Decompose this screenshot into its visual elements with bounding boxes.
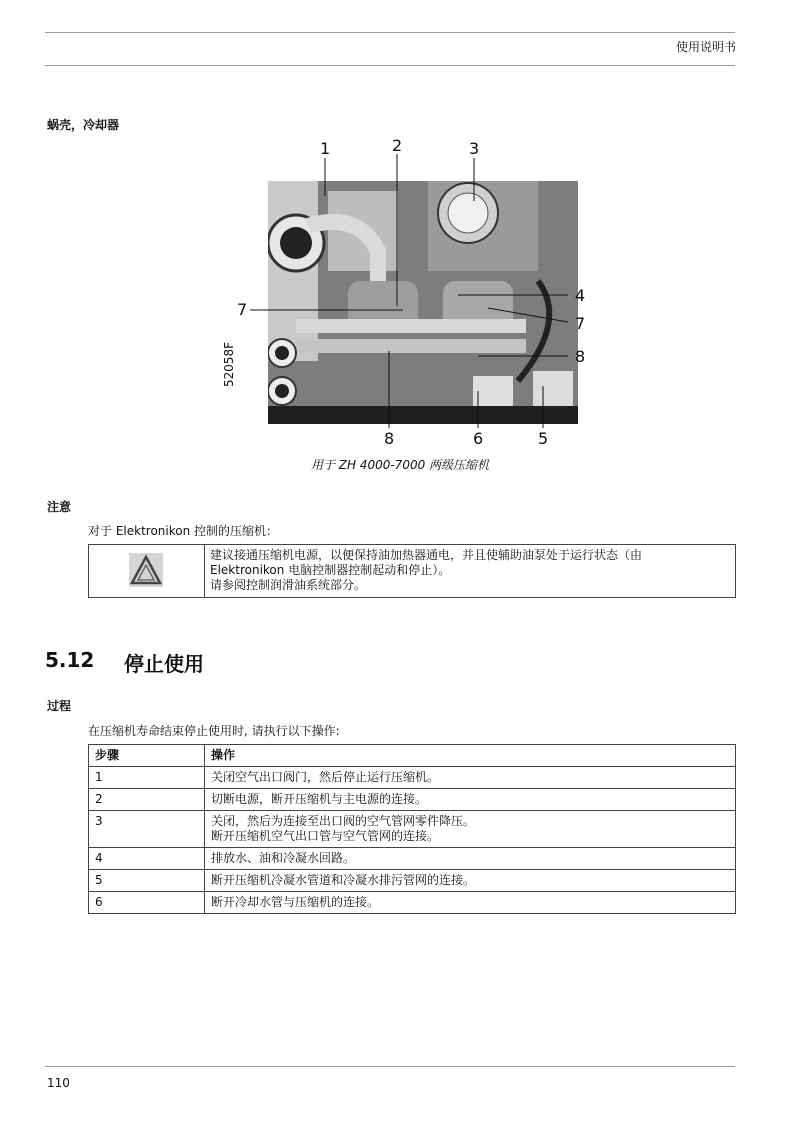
header-top-rule	[45, 32, 735, 33]
note-line-2: Elektronikon 电脑控制器控制起动和停止）。	[210, 563, 451, 577]
step-action	[205, 870, 736, 892]
step-number: 3	[89, 811, 205, 848]
step-number: 5	[89, 870, 205, 892]
table-header-step: 步骤	[89, 745, 205, 767]
procedure-intro: 在压缩机寿命结束停止使用时, 请执行以下操作:	[88, 724, 340, 738]
table-row	[89, 870, 736, 892]
step-number: 4	[89, 848, 205, 870]
step-action-line: 关闭空气出口阀门，然后停止运行压缩机。	[211, 770, 440, 784]
note-icon-cell	[89, 545, 205, 597]
step-action-line: 排放水、油和冷凝水回路。	[211, 851, 356, 865]
table-row	[89, 811, 736, 848]
note-line-3: 请参阅控制润滑油系统部分。	[210, 578, 367, 592]
step-action	[205, 789, 736, 811]
step-number: 1	[89, 767, 205, 789]
note-line-1: 建议接通压缩机电源，以便保持油加热器通电，并且使辅助油泵处于运行状态（由	[210, 548, 643, 562]
warning-triangle-icon	[129, 553, 163, 587]
figure-caption: 用于 ZH 4000-7000 两级压缩机	[310, 458, 490, 472]
callout-7-right: 7	[575, 314, 586, 333]
step-action-line: 关闭，然后为连接至出口阀的空气管网零件降压。	[211, 814, 476, 828]
footer-rule	[45, 1066, 735, 1067]
step-action-line: 断开压缩机空气出口管与空气管网的连接。	[211, 829, 440, 843]
procedure-label: 过程	[47, 699, 72, 713]
table-row	[89, 789, 736, 811]
table-row	[89, 892, 736, 914]
header-title: 使用说明书	[675, 40, 736, 54]
step-action	[205, 811, 736, 848]
table-header-row	[89, 745, 736, 767]
procedure-table	[88, 744, 736, 914]
header-bottom-rule	[45, 65, 735, 66]
page-number: 110	[47, 1076, 70, 1090]
table-row	[89, 848, 736, 870]
table-header-action: 操作	[205, 745, 736, 767]
step-action-line: 切断电源，断开压缩机与主电源的连接。	[211, 792, 428, 806]
step-number: 2	[89, 789, 205, 811]
table-row	[89, 767, 736, 789]
step-action	[205, 767, 736, 789]
step-action-line: 断开压缩机冷凝水管道和冷凝水排污管网的连接。	[211, 873, 476, 887]
callout-6: 6	[473, 429, 484, 448]
callout-4: 4	[575, 286, 586, 305]
note-text	[210, 548, 642, 593]
callout-1: 1	[320, 139, 331, 158]
section-label-cooler: 蜗壳，冷却器	[47, 118, 120, 132]
note-label: 注意	[47, 500, 72, 514]
section-title: 停止使用	[124, 652, 204, 676]
note-intro: 对于 Elektronikon 控制的压缩机：	[88, 524, 279, 538]
callout-7-left: 7	[237, 300, 248, 319]
section-number: 5.12	[45, 648, 95, 672]
callout-8-bottom: 8	[384, 429, 395, 448]
callout-5: 5	[538, 429, 549, 448]
note-box	[88, 544, 736, 598]
callout-lines	[228, 136, 588, 456]
callout-8-right: 8	[575, 347, 586, 366]
image-code: 52058F	[222, 341, 236, 387]
step-action	[205, 848, 736, 870]
callout-2: 2	[392, 136, 403, 155]
step-action	[205, 892, 736, 914]
step-number: 6	[89, 892, 205, 914]
callout-3: 3	[469, 139, 480, 158]
step-action-line: 断开冷却水管与压缩机的连接。	[211, 895, 380, 909]
